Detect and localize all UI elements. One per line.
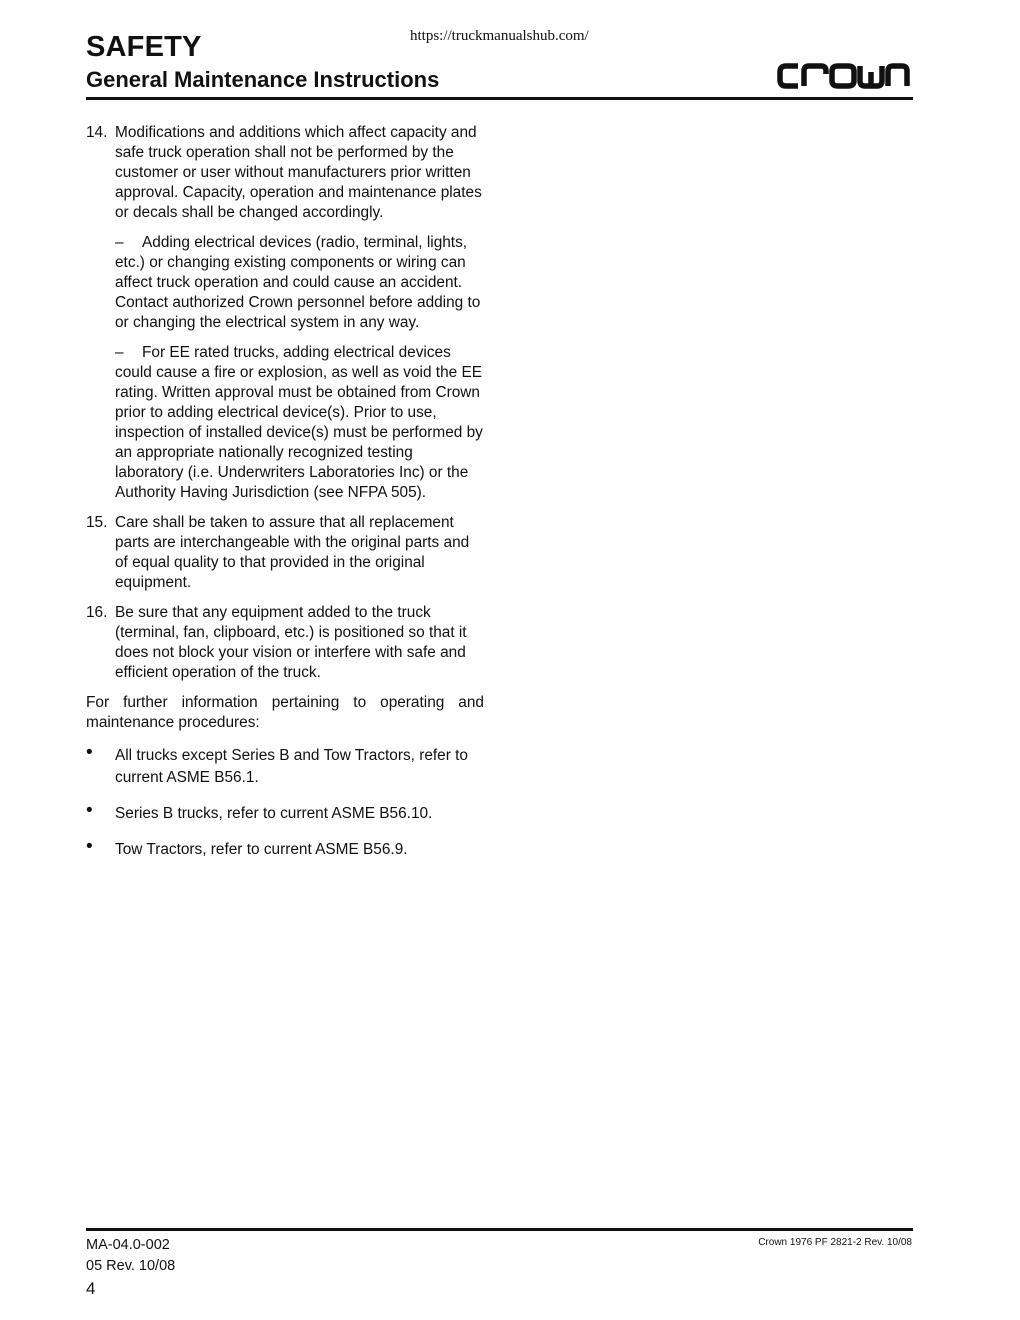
item-text: Care shall be taken to assure that all replacement parts are interchangeable with the original parts and of equal quality to that provided in the original equipment.	[115, 514, 470, 591]
bullet-marker: •	[86, 742, 93, 763]
item-number: 15.	[86, 514, 108, 531]
revision-date: 05 Rev. 10/08	[86, 1258, 176, 1274]
item-number: 14.	[86, 124, 108, 141]
source-url: https://truckmanualshub.com/	[410, 28, 589, 44]
bullet-item	[86, 836, 484, 861]
page-number: 4	[86, 1279, 96, 1298]
sub-item	[115, 343, 484, 503]
bullet-marker: •	[86, 836, 93, 857]
item-text: Be sure that any equipment added to the truck (terminal, fan, clipboard, etc.) is positioned so that it does not block your vision or interfere with safe and efficient operation of the truck.	[115, 604, 467, 681]
bullet-item	[86, 742, 484, 789]
main-content	[86, 123, 484, 875]
dash-marker: –	[115, 234, 124, 251]
list-item	[86, 603, 484, 683]
bullet-marker: •	[86, 800, 93, 821]
list-item	[86, 513, 484, 593]
bullet-text: All trucks except Series B and Tow Tractors, refer to current ASME B56.1.	[115, 747, 468, 786]
footer-rule	[86, 1228, 913, 1231]
bullet-text: Tow Tractors, refer to current ASME B56.9.	[115, 841, 408, 858]
bullet-text: Series B trucks, refer to current ASME B56.10.	[115, 805, 433, 822]
page-subtitle: General Maintenance Instructions	[86, 67, 440, 92]
sub-item	[115, 233, 484, 333]
document-code: MA-04.0-002	[86, 1237, 170, 1253]
list-item	[86, 123, 484, 503]
document-reference: Crown 1976 PF 2821-2 Rev. 10/08	[758, 1237, 912, 1248]
sub-item-text: Adding electrical devices (radio, terminal, lights, etc.) or changing existing components or wiring can affect truck operation and could cause an accident. Contact authorized Crown personnel before adding to or changing the electrical system in any way.	[115, 234, 481, 331]
item-text: Modifications and additions which affect capacity and safe truck operation shall not be performed by the customer or user without manufacturers prior written approval. Capacity, operation and maintenance plates or decals shall be changed accordingly.	[115, 124, 482, 221]
further-info-paragraph: For further information pertaining to operating and maintenance procedures:	[86, 694, 484, 731]
item-number: 16.	[86, 604, 108, 621]
page-title: SAFETY	[86, 31, 202, 63]
bullet-item	[86, 800, 484, 825]
sub-item-text: For EE rated trucks, adding electrical devices could cause a fire or explosion, as well as void the EE rating. Written approval must be obtained from Crown prior to adding electrical device(s). Prior to use, inspection of installed device(s) must be performed by an appropriate nationally recognized testing laboratory (i.e. Underwriters Laboratories Inc) or the Authority Having Jurisdiction (see NFPA 505).	[115, 344, 483, 501]
header-rule	[86, 97, 913, 100]
dash-marker: –	[115, 344, 124, 361]
crown-logo	[776, 60, 912, 92]
